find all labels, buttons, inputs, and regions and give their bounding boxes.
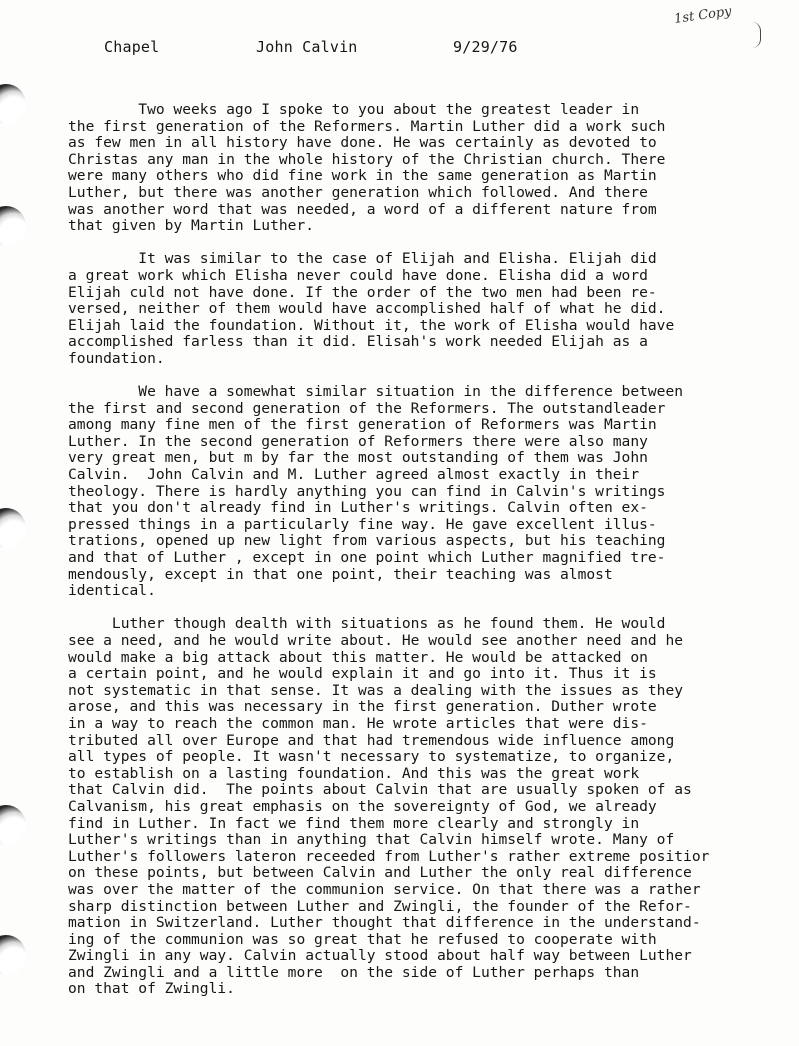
text-line: pressed things in a particularly fine way. He gave excellent illus- — [68, 515, 657, 533]
paragraph — [68, 384, 796, 600]
text-line: versed, neither of them would have accomplished half of what he did. — [68, 300, 666, 318]
text-line: very great men, but m by far the most outstanding of them was John — [68, 449, 648, 467]
text-line: Luther's writings than in anything that Calvin himself wrote. Many of — [68, 831, 675, 849]
text-line: foundation. — [68, 349, 165, 367]
text-line: on these points, but between Calvin and Luther the only real difference — [68, 864, 692, 882]
text-line: Luther, but there was another generation which followed. And there — [68, 183, 648, 201]
text-line: Elijah laid the foundation. Without it, the work of Elisha would have — [68, 316, 675, 334]
paragraph — [68, 616, 796, 998]
binder-hole — [0, 508, 26, 548]
text-line: the first and second generation of the Reformers. The outstandleader — [68, 399, 666, 417]
text-line: among many fine men of the first generation of Reformers was Martin — [68, 416, 657, 434]
text-line: arose, and this was necessary in the first generation. Duther wrote — [68, 698, 657, 716]
text-line: all types of people. It wasn't necessary to systematize, to organize, — [68, 748, 675, 766]
header-chapel: Chapel — [104, 38, 160, 56]
text-line: see a need, and he would write about. He would see another need and he — [68, 632, 684, 649]
text-line: a certain point, and he would explain it and go into it. Thus it is — [68, 665, 657, 683]
text-line: as few men in all history have done. He was certainly as devoted to — [68, 134, 657, 152]
text-line: Christas any man in the whole history of the Christian church. There — [68, 150, 666, 168]
text-line: Zwingli in any way. Calvin actually stood about half way between Luther — [68, 947, 692, 965]
text-line: in a way to reach the common man. He wrote articles that were dis- — [68, 714, 648, 732]
paragraph — [68, 102, 796, 235]
text-line: tributed all over Europe and that had tremendous wide influence among — [68, 731, 675, 749]
text-line: to establish on a lasting foundation. And this was the great work — [68, 764, 640, 782]
header-title: John Calvin — [256, 38, 358, 56]
binder-hole — [0, 805, 26, 845]
text-line: the first generation of the Reformers. Martin Luther did a work such — [68, 117, 666, 135]
text-line: that you don't already find in Luther's writings. Calvin often ex- — [68, 499, 648, 517]
document-body — [68, 102, 796, 998]
text-line: Elijah culd not have done. If the order of the two men had been re- — [68, 283, 657, 301]
text-line: mation in Switzerland. Luther thought that difference in the understand- — [68, 914, 701, 932]
handwritten-annotation: 1st Copy — [673, 4, 733, 27]
text-line: and Zwingli and a little more on the side of Luther perhaps than — [68, 963, 640, 981]
text-line: ing of the communion was so great that he refused to cooperate with — [68, 930, 657, 948]
binder-hole — [0, 206, 26, 246]
text-line: Calvin. John Calvin and M. Luther agreed almost exactly in their — [68, 466, 640, 484]
text-line: We have a somewhat similar situation in the difference between — [68, 383, 684, 401]
text-line: was another word that was needed, a word of a different nature from — [68, 200, 657, 218]
text-line: mendously, except in that one point, their teaching was almost — [68, 565, 613, 583]
text-line: Luther though dealth with situations as he found them. He would — [68, 615, 666, 633]
text-line: Two weeks ago I spoke to you about the greatest leader in — [68, 101, 640, 118]
text-line: Calvanism, his great emphasis on the sovereignty of God, we already — [68, 797, 657, 815]
text-line: identical. — [68, 582, 156, 600]
text-line: trations, opened up new light from various aspects, but his teaching — [68, 532, 666, 550]
paragraph — [68, 251, 796, 367]
text-line: theology. There is hardly anything you can find in Calvin's writings — [68, 482, 666, 500]
text-line: Luther. In the second generation of Reformers there were also many — [68, 432, 648, 450]
text-line: It was similar to the case of Elijah and Elisha. Elijah did — [68, 250, 657, 268]
text-line: accomplished farless than it did. Elisah's work needed Elijah as a — [68, 333, 648, 351]
text-line: Luther's followers lateron receeded from Luther's rather extreme positior — [68, 847, 710, 865]
text-line: sharp distinction between Luther and Zwingli, the founder of the Refor- — [68, 897, 692, 915]
text-line: were many others who did fine work in the same generation as Martin — [68, 167, 657, 185]
text-line: not systematic in that sense. It was a dealing with the issues as they — [68, 681, 684, 699]
header-date: 9/29/76 — [453, 38, 518, 56]
binder-hole — [0, 935, 26, 975]
text-line: was over the matter of the communion service. On that there was a rather — [68, 880, 701, 898]
text-line: find in Luther. In fact we find them more clearly and strongly in — [68, 814, 640, 832]
handwritten-bracket-mark — [752, 22, 761, 48]
text-line: on that of Zwingli. — [68, 980, 235, 998]
text-line: a great work which Elisha never could have done. Elisha did a word — [68, 266, 648, 284]
text-line: would make a big attack about this matter. He would be attacked on — [68, 648, 648, 666]
binder-hole — [0, 84, 26, 124]
text-line: and that of Luther , except in one point which Luther magnified tre- — [68, 549, 666, 567]
text-line: that Calvin did. The points about Calvin that are usually spoken of as — [68, 781, 692, 799]
text-line: that given by Martin Luther. — [68, 217, 315, 235]
